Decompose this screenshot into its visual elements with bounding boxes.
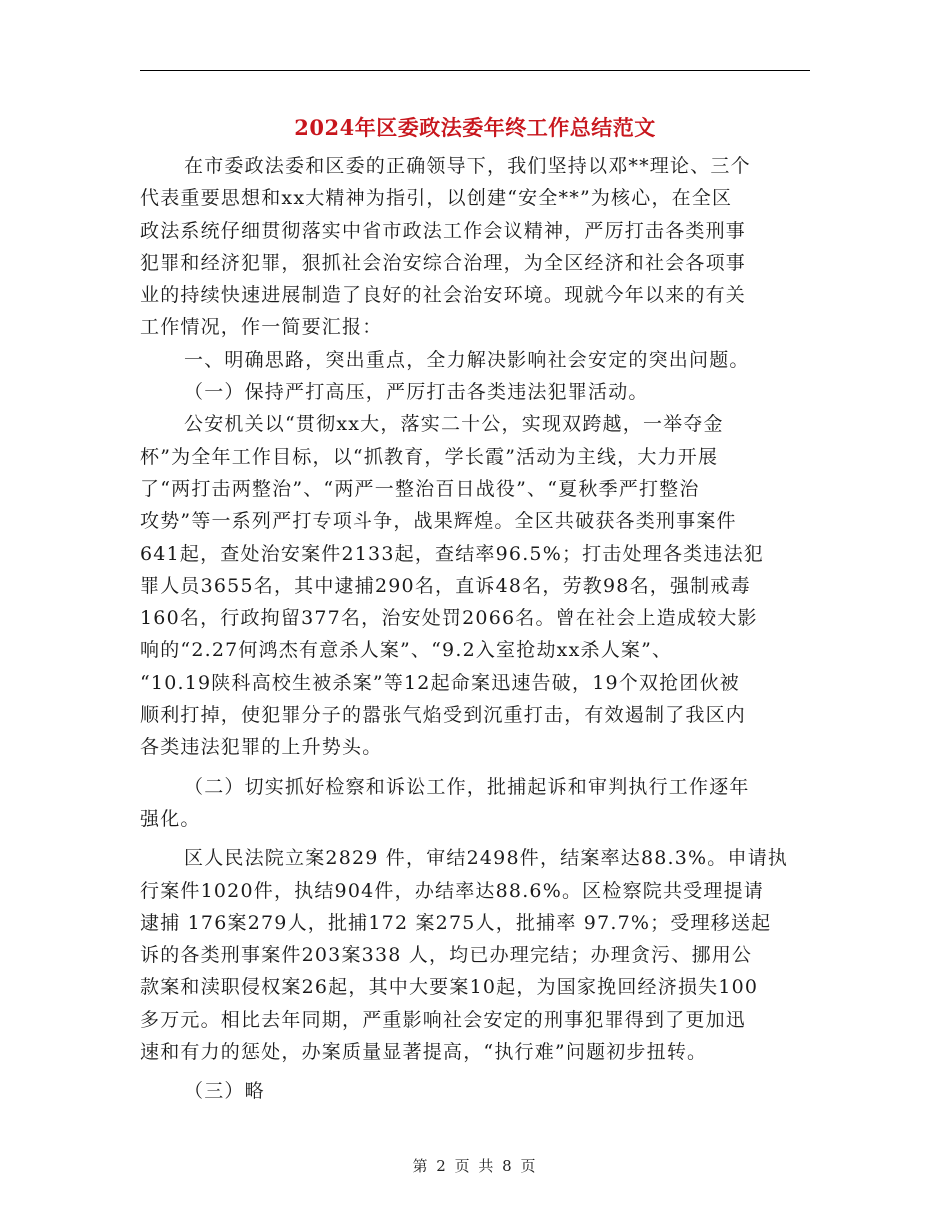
paragraph-gap (140, 764, 810, 771)
paragraph-line: 了“两打击两整治”、“两严一整治百日战役”、“夏秋季严打整治 (140, 477, 700, 500)
page-number: 第 2 页 共 8 页 (412, 1157, 538, 1175)
subsection-heading: （三）略 (184, 1080, 265, 1103)
paragraph-line: 各类违法犯罪的上升势头。 (140, 736, 383, 759)
paragraph-line: 代表重要思想和xx大精神为指引，以创建“安全**”为核心，在全区 (140, 187, 733, 210)
paragraph-line: 政法系统仔细贯彻落实中省市政法工作会议精神，严厉打击各类刑事 (140, 219, 747, 242)
subsection-heading: （二）切实抓好检察和诉讼工作，批捕起诉和审判执行工作逐年 (184, 775, 750, 798)
paragraph-line: 多万元。相比去年同期，严重影响社会安定的刑事犯罪得到了更加迅 (140, 1008, 747, 1031)
paragraph-line: 641起，查处治安案件2133起，查结率96.5%；打击处理各类违法犯 (140, 542, 764, 565)
paragraph-line: 工作情况，作一简要汇报： (140, 316, 383, 339)
paragraph-line: 攻势”等一系列严打专项斗争，战果辉煌。全区共破获各类刑事案件 (140, 510, 737, 533)
paragraph-line: “10.19陕科高校生被杀案”等12起命案迅速告破，19个双抢团伙被 (140, 671, 740, 694)
subsection-heading: （一）保持严打高压，严厉打击各类违法犯罪活动。 (184, 381, 649, 404)
paragraph-line: 逮捕 176案279人，批捕172 案275人，批捕率 97.7%；受理移送起 (140, 911, 772, 934)
subsection-heading-cont: 强化。 (140, 807, 201, 830)
paragraph-line: 公安机关以“贯彻xx大，落实二十公，实现双跨越，一举夺金 (184, 413, 724, 436)
paragraph-line: 杯”为全年工作目标，以“抓教育，学长霞”活动为主线，大力开展 (140, 445, 719, 468)
paragraph-line: 顺利打掉，使犯罪分子的嚣张气焰受到沉重打击，有效遏制了我区内 (140, 704, 747, 727)
paragraph-line: 犯罪和经济犯罪，狠抓社会治安综合治理，为全区经济和社会各项事 (140, 251, 747, 274)
paragraph-line: 在市委政法委和区委的正确领导下，我们坚持以邓**理论、三个 (184, 155, 751, 177)
header-rule (140, 70, 810, 71)
document-title: 2024年区委政法委年终工作总结范文 (294, 115, 656, 140)
document-body (140, 150, 810, 1108)
section-heading: 一、明确思路，突出重点，全力解决影响社会安定的突出问题。 (184, 348, 750, 371)
paragraph-line: 罪人员3655名，其中逮捕290名，直诉48名，劳教98名，强制戒毒 (140, 574, 751, 597)
paragraph-line: 速和有力的惩处，办案质量显著提高，“执行难”问题初步扭转。 (140, 1041, 708, 1064)
paragraph-line: 款案和渎职侵权案26起，其中大要案10起，为国家挽回经济损失100 (140, 976, 759, 999)
paragraph-line: 行案件1020件，执结904件，办结率达88.6%。区检察院共受理提请 (140, 879, 764, 902)
paragraph-gap (140, 1068, 810, 1075)
paragraph-line: 160名，行政拘留377名，治安处罚2066名。曾在社会上造成较大影 (140, 607, 758, 630)
paragraph-line: 诉的各类刑事案件203案338 人，均已办理完结；办理贪污、挪用公 (140, 944, 753, 967)
paragraph-line: 响的“2.27何鸿杰有意杀人案”、“9.2入室抢劫xx杀人案”、 (140, 639, 673, 662)
paragraph-gap (140, 835, 810, 842)
paragraph-line: 区人民法院立案2829 件，审结2498件，结案率达88.3%。申请执 (184, 847, 789, 870)
paragraph-line: 业的持续快速进展制造了良好的社会治安环境。现就今年以来的有关 (140, 284, 747, 307)
